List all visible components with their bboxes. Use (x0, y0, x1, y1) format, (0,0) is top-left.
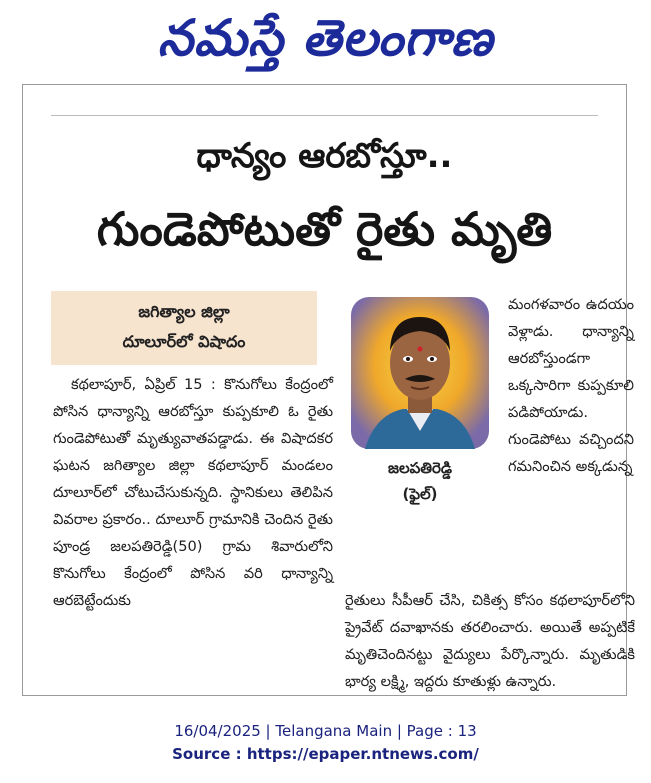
article-body-right-column (508, 291, 634, 480)
divider (51, 115, 598, 116)
farmer-photo (345, 293, 495, 453)
portrait-illustration (345, 293, 495, 453)
newspaper-masthead: నమస్తే తెలంగాణ (157, 9, 494, 67)
photo-caption-name: జలపతిరెడ్డి (388, 459, 452, 477)
article-body-left-text: కథలాపూర్, ఏప్రిల్ 15 : కొనుగోలు కేంద్రంలో పోసిన ధాన్యాన్ని ఆరబోస్తూ కుప్పకూలి ఓ రైతు గుండెపోటుతో మృత్యువాతపడ్డాడు. ఈ విషాదకర ఘటన జగిత్యాల జిల్లా కథలాపూర్ మండలం దూలూర్‌లో చోటుచేసుకున్నది. స్థానికులు తెలిపిన వివరాల ప్రకారం.. దూలూర్ గ్రామానికి చెందిన రైతు పూండ్ర జలపతిరెడ్డి(50) గ్రామ శివారులోని కొనుగోలు కేంద్రంలో పోసిన వరి ధాన్యాన్ని ఆరబెట్టేందుకు (53, 376, 333, 609)
news-clipping (22, 84, 635, 696)
subhead-village: దూలూర్‌లో విషాదం (122, 332, 246, 351)
subhead-box (51, 291, 317, 365)
article-body-bottom-text: రైతులు సీపీఆర్ చేసి, చికిత్స కోసం కథలాపూర్‌లోని ప్రైవేట్ దవాఖానకు తరలించారు. అయితే అప్పటికే మృతిచెందినట్టు వైద్యులు పేర్కొన్నారు. మృతుడికి భార్య లక్ష్మి, ఇద్దరు కూతుళ్లు ఉన్నారు. (345, 592, 635, 690)
article-kicker: ధాన్యం ఆరబోస్తూ.. (196, 136, 453, 176)
edition-info: 16/04/2025 | Telangana Main | Page : 13 (174, 722, 477, 740)
photo-caption-note: (ఫైల్) (402, 485, 438, 503)
photo-caption (345, 455, 495, 507)
article-body-right-text: మంగళవారం ఉదయం వెళ్లాడు. ధాన్యాన్ని ఆరబోస్తుండగా ఒక్కసారిగా కుప్పకూలి పడిపోయాడు. గుండెపోటు వచ్చిందని గమనించిన అక్కడున్న (508, 296, 634, 475)
subhead-district: జగిత్యాల జిల్లా (138, 302, 230, 321)
article-body-bottom-right (345, 587, 635, 695)
article-body-left-column (53, 371, 333, 614)
article-headline: గుండెపోటుతో రైతు మృతి (96, 202, 553, 256)
source-link[interactable]: Source : https://epaper.ntnews.com/ (172, 745, 479, 763)
